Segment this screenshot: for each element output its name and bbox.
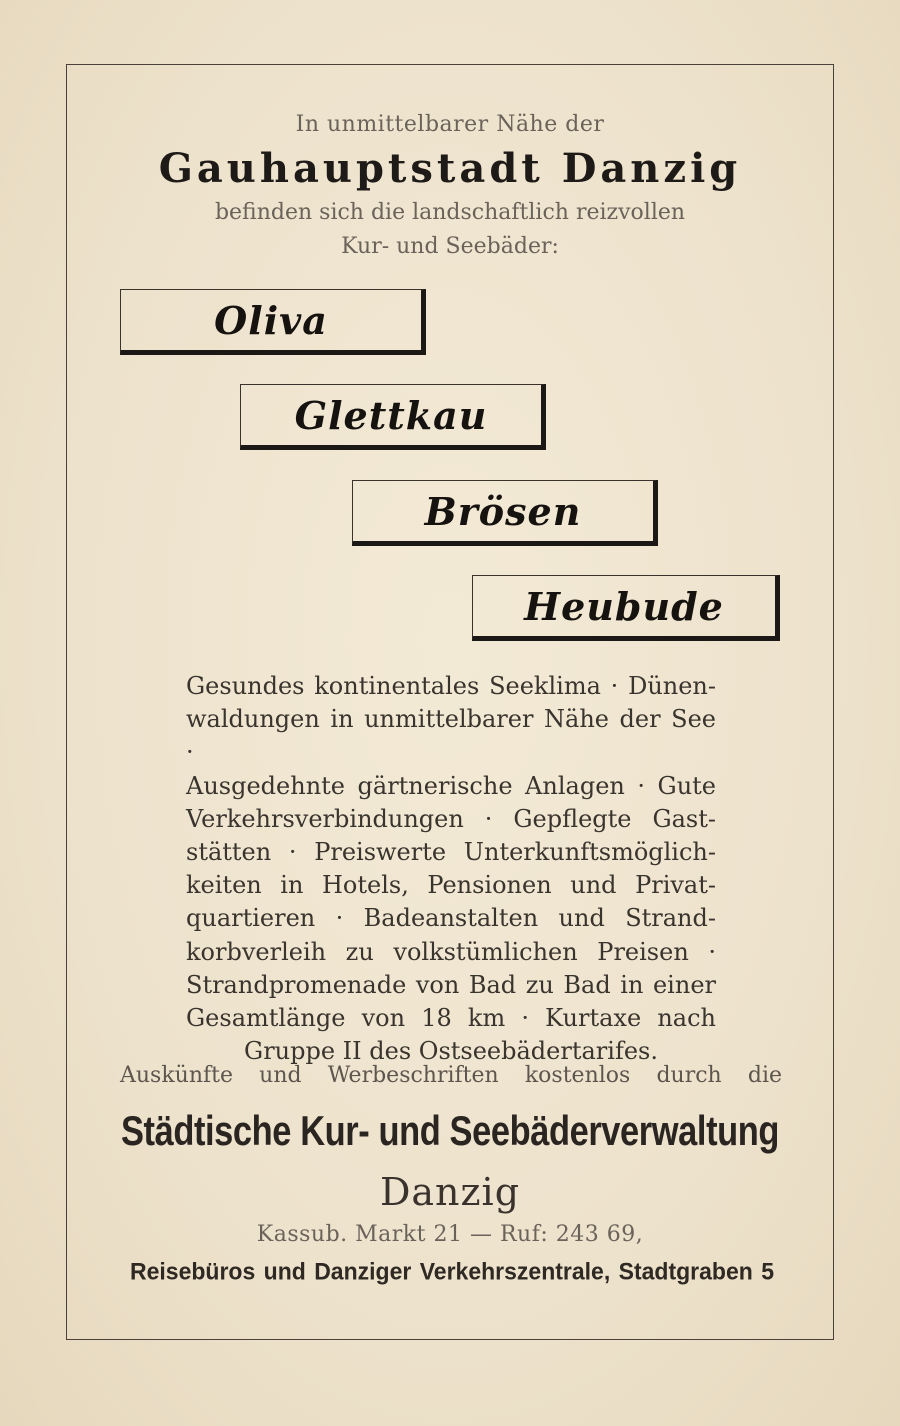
resort-box-broesen: Brösen <box>352 480 658 546</box>
travel-office-line: Reisebüros und Danziger Verkehrszentrale, Stadtgraben 5 <box>130 1257 774 1285</box>
description-line: Gruppe II des Ostseebädertarifes. <box>244 1037 658 1066</box>
administration-name: Städtische Kur- und Seebäderverwaltung <box>120 1107 780 1154</box>
info-line: Auskünfte und Werbeschriften kostenlos durch die <box>120 1063 782 1088</box>
description-line: Verkehrsverbindungen · Gepflegte Gast- <box>186 804 716 833</box>
description-line: quartieren · Badeanstalten und Strand- <box>186 904 716 933</box>
resort-box-heubude: Heubude <box>472 575 780 641</box>
description-line: korbverleih zu volkstümlichen Preisen · <box>186 937 716 966</box>
address-line: Kassub. Markt 21 — Ruf: 243 69, <box>256 1222 644 1247</box>
resort-box-oliva: Oliva <box>120 289 426 355</box>
description-line: waldungen in unmittelbarer Nähe der See · <box>186 705 716 767</box>
headline-title: Gauhauptstadt Danzig <box>158 145 742 192</box>
description-line: stätten · Preiswerte Unterkunftsmöglich- <box>186 838 716 867</box>
intro-line-3: Kur- und Seebäder: <box>341 234 559 259</box>
intro-line-2: befinden sich die landschaftlich reizvollen <box>214 200 686 225</box>
city-name: Danzig <box>379 1170 521 1214</box>
description-line: Strandpromenade von Bad zu Bad in einer <box>186 970 716 999</box>
description-line: Gesamtlänge von 18 km · Kurtaxe nach <box>186 1004 716 1033</box>
resort-box-glettkau: Glettkau <box>240 384 546 450</box>
description-line: Ausgedehnte gärtnerische Anlagen · Gute <box>186 771 716 800</box>
intro-line-1: In unmittelbarer Nähe der <box>295 112 605 137</box>
description-line: keiten in Hotels, Pensionen und Privat- <box>186 871 716 900</box>
description-paragraph <box>186 670 716 1068</box>
description-line: Gesundes kontinentales Seeklima · Dünen- <box>186 672 716 700</box>
